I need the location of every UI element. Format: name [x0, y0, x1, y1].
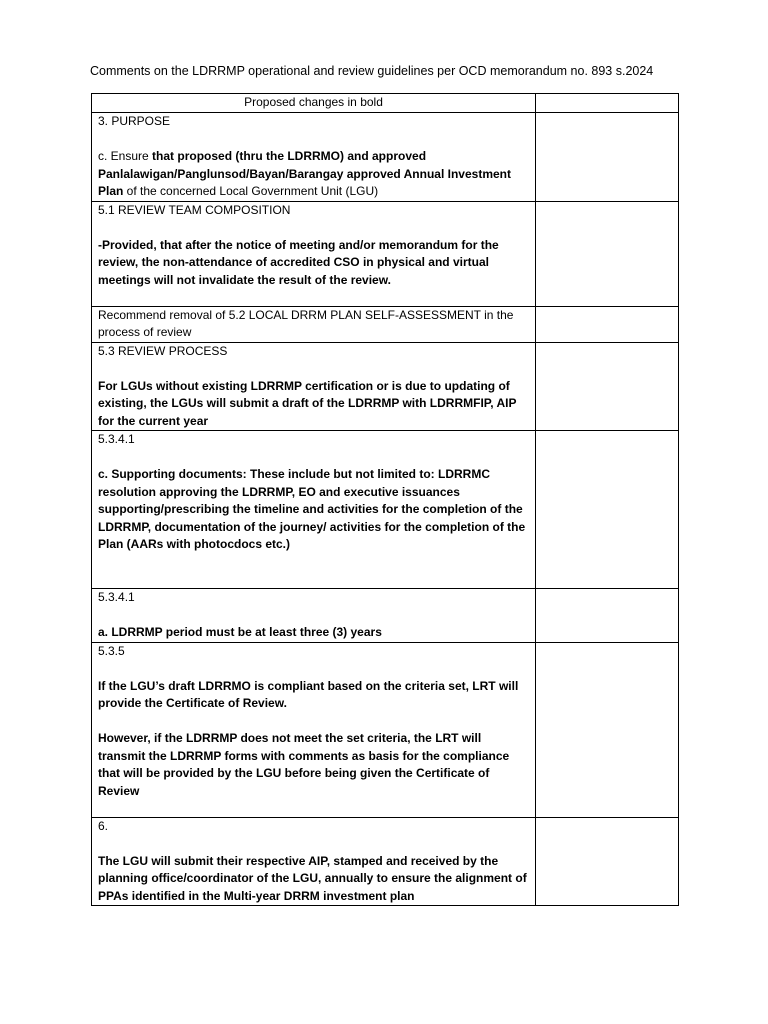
- comment-cell: [536, 201, 679, 306]
- proposal-text: a. LDRRMP period must be at least three (3) years: [98, 625, 382, 639]
- proposal-cell: [92, 431, 536, 589]
- table-row: [92, 201, 679, 306]
- proposal-text: c. Supporting documents: These include but not limited to: LDRRMC resolution approving the LDRRMP, EO and executive issuances supporting/prescribing the timeline and activities for the completion of the LDRRMP, documentation of the journey/ activities for the completion of the Plan (AARs with photocdocs etc.): [98, 467, 526, 551]
- section-heading: 6.: [98, 818, 109, 833]
- document-title: Comments on the LDRRMP operational and review guidelines per OCD memorandum no. 893 s.2024: [90, 64, 654, 78]
- table-row: [92, 306, 679, 342]
- proposal-text: If the LGU’s draft LDRRMO is compliant based on the criteria set, LRT will provide the Certificate of Review.: [98, 678, 519, 710]
- table-row: [92, 342, 679, 431]
- proposal-text: c. Ensure that proposed (thru the LDRRMO) and approved Panlalawigan/Panglunsod/Bayan/Barangay approved Annual Investment Plan of the concerned Local Government Unit (LGU): [98, 149, 511, 198]
- table-row: [92, 817, 679, 906]
- proposal-cell: [92, 342, 536, 431]
- header-cell: Proposed changes in bold: [92, 94, 536, 113]
- proposal-text-2: However, if the LDRRMP does not meet the set criteria, the LRT will transmit the LDRRMP forms with comments as basis for the compliance that will be provided by the LGU before being given the Certificate of Review: [98, 731, 510, 798]
- proposal-text: Recommend removal of 5.2 LOCAL DRRM PLAN SELF-ASSESSMENT in the process of review: [98, 307, 514, 339]
- section-heading: 5.3.4.1: [98, 432, 135, 446]
- comments-table: [91, 93, 679, 906]
- section-heading: 5.1 REVIEW TEAM COMPOSITION: [98, 202, 291, 217]
- proposal-cell: [92, 817, 536, 906]
- proposal-text: The LGU will submit their respective AIP, stamped and received by the planning office/coordinator of the LGU, annually to ensure the alignment of PPAs identified in the Multi-year DRRM investment plan: [98, 853, 527, 903]
- header-comment-cell: [536, 94, 679, 113]
- comment-cell: [536, 306, 679, 342]
- proposal-cell: [92, 642, 536, 817]
- comment-cell: [536, 642, 679, 817]
- comment-cell: [536, 589, 679, 643]
- table-header-row: [92, 94, 679, 113]
- section-heading: 5.3.5: [98, 643, 125, 658]
- comment-cell: [536, 342, 679, 431]
- proposal-cell: [92, 589, 536, 643]
- comment-cell: [536, 113, 679, 202]
- proposal-text: For LGUs without existing LDRRMP certification or is due to updating of existing, the LGUs will submit a draft of the LDRRMP with LDRRMFIP, AIP for the current year: [98, 378, 517, 428]
- proposal-text: -Provided, that after the notice of meeting and/or memorandum for the review, the non-attendance of accredited CSO in physical and virtual meetings will not invalidate the result of the review.: [98, 237, 499, 287]
- comment-cell: [536, 431, 679, 589]
- proposal-cell: [92, 201, 536, 306]
- proposal-cell: [92, 306, 536, 342]
- section-heading: 5.3 REVIEW PROCESS: [98, 343, 228, 358]
- table-row: [92, 642, 679, 817]
- comment-cell: [536, 817, 679, 906]
- table-row: [92, 431, 679, 589]
- section-heading: 5.3.4.1: [98, 590, 135, 604]
- section-heading: 3. PURPOSE: [98, 114, 171, 128]
- table-row: [92, 589, 679, 643]
- proposal-cell: [92, 113, 536, 202]
- table-row: [92, 113, 679, 202]
